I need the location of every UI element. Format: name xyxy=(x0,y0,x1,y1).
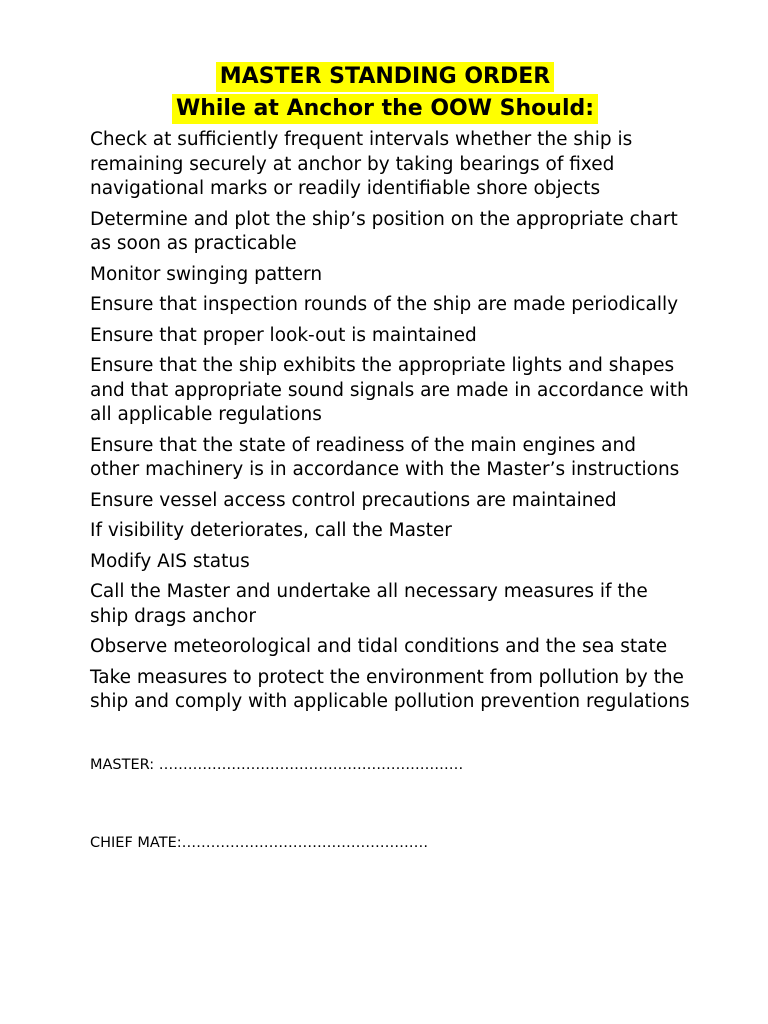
list-item: Call the Master and undertake all necessary measures if the ship drags anchor xyxy=(90,581,648,627)
document-header xyxy=(90,62,680,124)
list-item: If visibility deteriorates, call the Master xyxy=(90,520,452,541)
list-item: Modify AIS status xyxy=(90,550,250,572)
standing-orders-list xyxy=(90,128,690,715)
chief-mate-signature-line: CHIEF MATE:…………………………………………… xyxy=(90,834,429,851)
document-subtitle: While at Anchor the OOW Should: xyxy=(172,94,598,124)
master-signature-line: MASTER: ……………………………………………………… xyxy=(90,756,464,773)
list-item: Ensure that the ship exhibits the appropriate lights and shapes and that appropriate sound signals are made in accordance with all applicable regulations xyxy=(90,355,689,425)
document-title: MASTER STANDING ORDER xyxy=(216,62,554,92)
list-item: Monitor swinging pattern xyxy=(90,263,323,285)
list-item: Ensure vessel access control precautions are maintained xyxy=(90,489,617,511)
list-item: Observe meteorological and tidal conditions and the sea state xyxy=(90,636,668,657)
list-item: Ensure that inspection rounds of the ship are made periodically xyxy=(90,294,679,315)
signature-block xyxy=(90,755,768,853)
list-item: Ensure that the state of readiness of the main engines and other machinery is in accordance with the Master’s instructions xyxy=(90,434,680,480)
list-item: Take measures to protect the environment from pollution by the ship and comply with applicable pollution prevention regulations xyxy=(90,666,690,712)
list-item: Determine and plot the ship’s position on the appropriate chart as soon as practicable xyxy=(90,208,678,254)
list-item: Ensure that proper look-out is maintained xyxy=(90,324,477,346)
list-item: Check at sufficiently frequent intervals whether the ship is remaining securely at anchor by taking bearings of fixed navigational marks or readily identifiable shore objects xyxy=(90,129,633,199)
